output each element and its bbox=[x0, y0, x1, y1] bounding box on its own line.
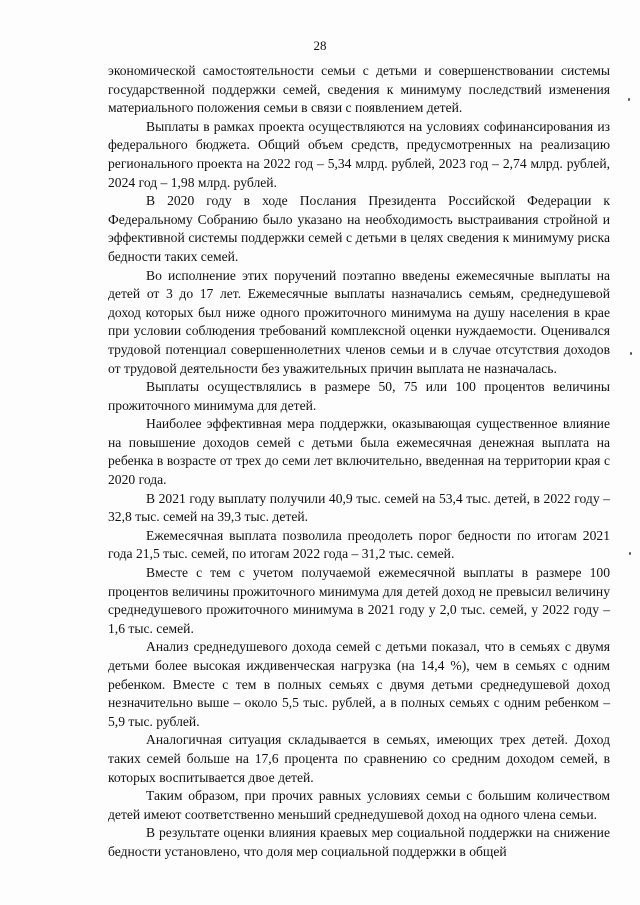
paragraph-1: экономической самостоятельности семьи с детьми и совершенствовании системы государственной поддержки семей, сведения к минимуму последствий изменения материального положения семьи в связи с появлением детей. bbox=[108, 63, 610, 116]
paragraph-8: Ежемесячная выплата позволила преодолеть порог бедности по итогам 2021 года 21,5 тыс. семей, по итогам 2022 года – 31,2 тыс. семей. bbox=[108, 527, 610, 562]
paragraph-2: Выплаты в рамках проекта осуществляются на условиях софинансирования из федерального бюджета. Общий объем средств, предусмотренных на реализацию регионального проекта на 2022 год – 5,34 млрд. рублей, 2023 год – 2,74 млрд. рублей, 2024 год – 1,98 млрд. рублей. bbox=[108, 118, 610, 190]
paragraph-9: Вместе с тем с учетом получаемой ежемесячной выплаты в размере 100 процентов величины прожиточного минимума для детей доход не превысил величину среднедушевого прожиточного минимума в 2021 году у 2,0 тыс. семей, у 2022 году – 1,6 тыс. семей. bbox=[108, 565, 610, 636]
paragraph-13: В результате оценки влияния краевых мер социальной поддержки на снижение бедности установлено, что доля мер социальной поддержки в общей bbox=[108, 825, 610, 859]
document-body bbox=[108, 62, 610, 862]
paragraph-10: Анализ среднедушевого дохода семей с детьми показал, что в семьях с двумя детьми более высокая иждивенческая нагрузка (на 14,4 %), чем в семьях с одним ребенком. Вместе с тем в полных семьях с двумя детьми среднедушевой доход незначительно выше – около 5,5 тыс. рублей, а в полных семьях с одним ребенком – 5,9 тыс. рублей. bbox=[108, 639, 610, 729]
paragraph-7: В 2021 году выплату получили 40,9 тыс. семей на 53,4 тыс. детей, в 2022 году – 32,8 тыс. семей на 39,3 тыс. детей. bbox=[108, 490, 610, 525]
page-number: 28 bbox=[313, 38, 327, 53]
scan-speck bbox=[629, 552, 631, 555]
paragraph-5: Выплаты осуществлялись в размере 50, 75 или 100 процентов величины прожиточного минимума для детей. bbox=[108, 379, 610, 413]
paragraph-11: Аналогичная ситуация складывается в семьях, имеющих трех детей. Доход таких семей больше на 17,6 процента по сравнению со средним доходом семей, в которых воспитывается двое детей. bbox=[108, 732, 610, 785]
scan-speck bbox=[630, 352, 632, 355]
scan-speck bbox=[628, 98, 630, 101]
paragraph-3: В 2020 году в ходе Послания Президента Российской Федерации к Федеральному Собранию было указано на необходимость выстраивания стройной и эффективной системы поддержки семей с детьми в целях сведения к минимуму риска бедности таких семей. bbox=[108, 193, 610, 264]
paragraph-4: Во исполнение этих поручений поэтапно введены ежемесячные выплаты на детей от 3 до 17 лет. Ежемесячные выплаты назначались семьям, среднедушевой доход которых был ниже одного прожиточного минимума на душу населения в крае при условии соблюдения требований комплексной оценки нуждаемости. Оценивался трудовой потенциал совершеннолетних членов семьи и в случае отсутствия доходов от трудовой деятельности без уважительных причин выплата не назначалась. bbox=[108, 267, 610, 376]
paragraph-6: Наиболее эффективная мера поддержки, оказывающая существенное влияние на повышение доходов семей с детьми была ежемесячная денежная выплата на ребенка в возрасте от трех до семи лет включительно, введенная на территории края с 2020 года. bbox=[108, 416, 610, 488]
paragraph-12: Таким образом, при прочих равных условиях семьи с большим количеством детей имеют соответственно меньший среднедушевой доход на одного члена семьи. bbox=[108, 788, 610, 822]
